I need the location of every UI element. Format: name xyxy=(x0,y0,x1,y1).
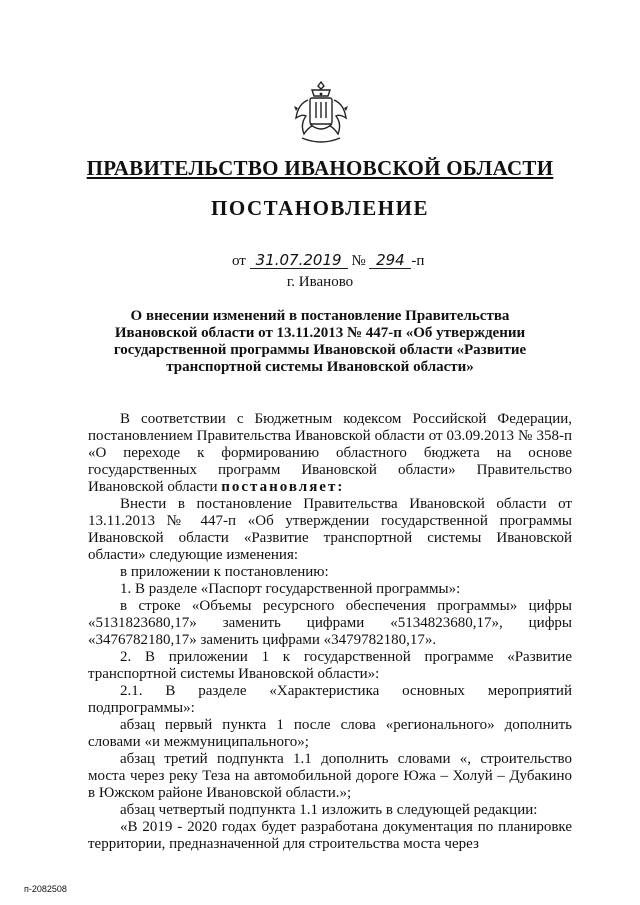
resolution-word: постановляет: xyxy=(221,479,345,495)
paragraph: 2. В приложении 1 к государственной программе «Развитие транспортной системы Ивановской области»: xyxy=(88,649,572,682)
number-prefix: № xyxy=(351,253,366,269)
paragraph: «В 2019 - 2020 годах будет разработана документация по планировке территории, предназначенной для строительства моста через xyxy=(88,819,572,852)
paragraph-text: В соответствии с Бюджетным кодексом Российской Федерации, постановлением Правительства Ивановской области от 03.09.2013 № 358-п «О переходе к формированию областного бюджета на основе государственных программ Ивановской области» Правительство Ивановской области xyxy=(88,411,572,495)
city-name: г. Иваново xyxy=(286,274,354,290)
paragraph: 2.1. В разделе «Характеристика основных мероприятий подпрограммы»: xyxy=(88,683,572,716)
paragraph: абзац четвертый подпункта 1.1 изложить в следующей редакции: xyxy=(120,802,538,818)
footer-code: п-2082508 xyxy=(24,884,67,894)
organization-title: ПРАВИТЕЛЬСТВО ИВАНОВСКОЙ ОБЛАСТИ xyxy=(86,156,554,180)
paragraph: Внести в постановление Правительства Ивановской области от 13.11.2013 № 447-п «Об утверждении государственной программы Ивановской области «Развитие транспортной системы Ивановской области» следующие изменения: xyxy=(88,496,572,563)
document-body xyxy=(88,411,572,853)
paragraph: в приложении к постановлению: xyxy=(120,564,329,580)
paragraph xyxy=(88,411,572,496)
paragraph: в строке «Объемы ресурсного обеспечения программы» цифры «5131823680,17» заменить цифрами «5134823680,17», цифры «3476782180,17» заменить цифрами «3479782180,17». xyxy=(88,598,572,648)
date-number-line xyxy=(232,252,424,270)
paragraph: 1. В разделе «Паспорт государственной программы»: xyxy=(120,581,461,597)
date-value: 31.07.2019 xyxy=(250,252,348,269)
paragraph: абзац третий подпункта 1.1 дополнить словами «, строительство моста через реку Теза на автомобильной дороге Южа – Холуй – Дубакино в Южском районе Ивановской области.»; xyxy=(88,751,572,801)
number-suffix: -п xyxy=(411,253,425,269)
document-type-heading: ПОСТАНОВЛЕНИЕ xyxy=(211,196,429,220)
coat-of-arms-icon xyxy=(290,78,352,146)
paragraph: абзац первый пункта 1 после слова «регионального» дополнить словами «и межмуниципального»; xyxy=(88,717,572,750)
date-prefix: от xyxy=(232,253,246,269)
number-value: 294 xyxy=(369,252,411,269)
document-subject: О внесении изменений в постановление Правительства Ивановской области от 13.11.2013 № 447-п «Об утверждении государственной программы Ивановской области «Развитие транспортной системы Ивановской области» xyxy=(113,308,527,375)
